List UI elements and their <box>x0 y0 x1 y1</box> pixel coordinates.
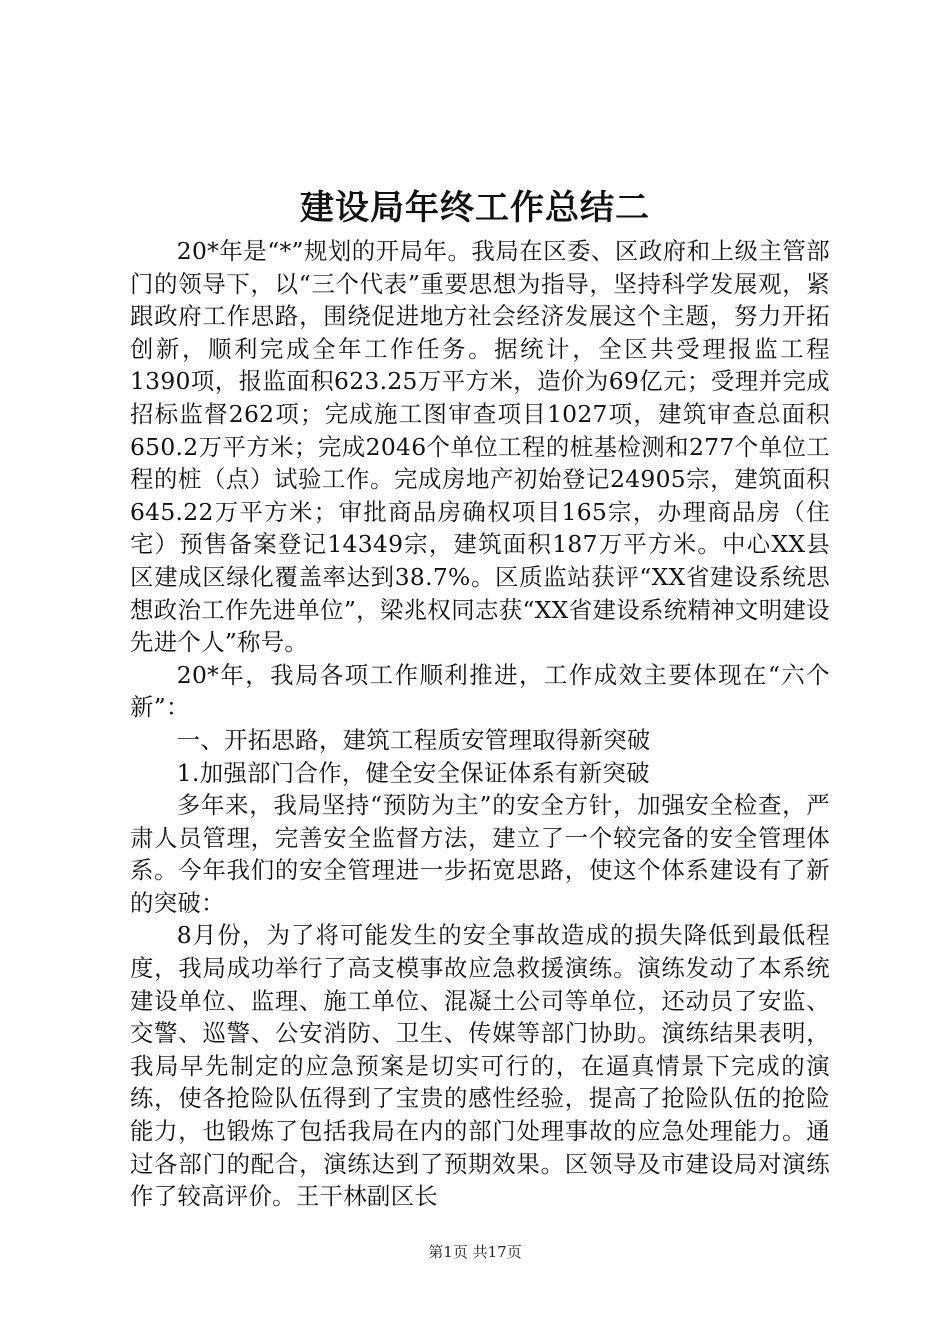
section-heading-1: 一、开拓思路，建筑工程质安管理取得新突破 <box>176 725 651 754</box>
document-title: 建设局年终工作总结二 <box>300 188 650 228</box>
document-body <box>130 235 830 1213</box>
paragraph-drill: 8月份，为了将可能发生的安全事故造成的损失降低到最低程度，我局成功举行了高支模事故应急救援演练。演练发动了本系统建设单位、监理、施工单位、混凝土公司等单位，还动员了安监、交警、巡警、公安消防、卫生、传媒等部门协助。演练结果表明，我局早先制定的应急预案是切实可行的，在逼真情景下完成的演练，使各抢险队伍得到了宝贵的感性经验，提高了抢险队伍的抢险能力，也锻炼了包括我局在内的部门处理事故的应急处理能力。通过各部门的配合，演练达到了预期效果。区领导及市建设局对演练作了较高评价。王干林副区长 <box>130 921 830 1211</box>
paragraph-summary: 20*年，我局各项工作顺利推进，工作成效主要体现在“六个新”： <box>130 660 830 722</box>
paragraph-safety: 多年来，我局坚持“预防为主”的安全方针，加强安全检查，严肃人员管理，完善安全监督方法，建立了一个较完备的安全管理体系。今年我们的安全管理进一步拓宽思路，使这个体系建设有了新的突破： <box>130 791 830 917</box>
subsection-heading-1-1: 1.加强部门合作，健全安全保证体系有新突破 <box>176 758 650 787</box>
paragraph-intro: 20*年是“*”规划的开局年。我局在区委、区政府和上级主管部门的领导下，以“三个代表”重要思想为指导，坚持科学发展观，紧跟政府工作思路，围绕促进地方社会经济发展这个主题，努力开拓创新，顺利完成全年工作任务。据统计，全区共受理报监工程1390项，报监面积623.25万平方米，造价为69亿元；受理并完成招标监督262项；完成施工图审查项目1027项，建筑审查总面积650.2万平方米；完成2046个单位工程的桩基检测和277个单位工程的桩（点）试验工作。完成房地产初始登记24905宗，建筑面积645.22万平方米；审批商品房确权项目165宗，办理商品房（住宅）预售备案登记14349宗，建筑面积187万平方米。中心XX县区建成区绿化覆盖率达到38.7%。区质监站获评“XX省建设系统思想政治工作先进单位”，梁兆权同志获“XX省建设系统精神文明建设先进个人”称号。 <box>130 237 830 657</box>
page-number-footer: 第1页 共17页 <box>428 1243 522 1261</box>
